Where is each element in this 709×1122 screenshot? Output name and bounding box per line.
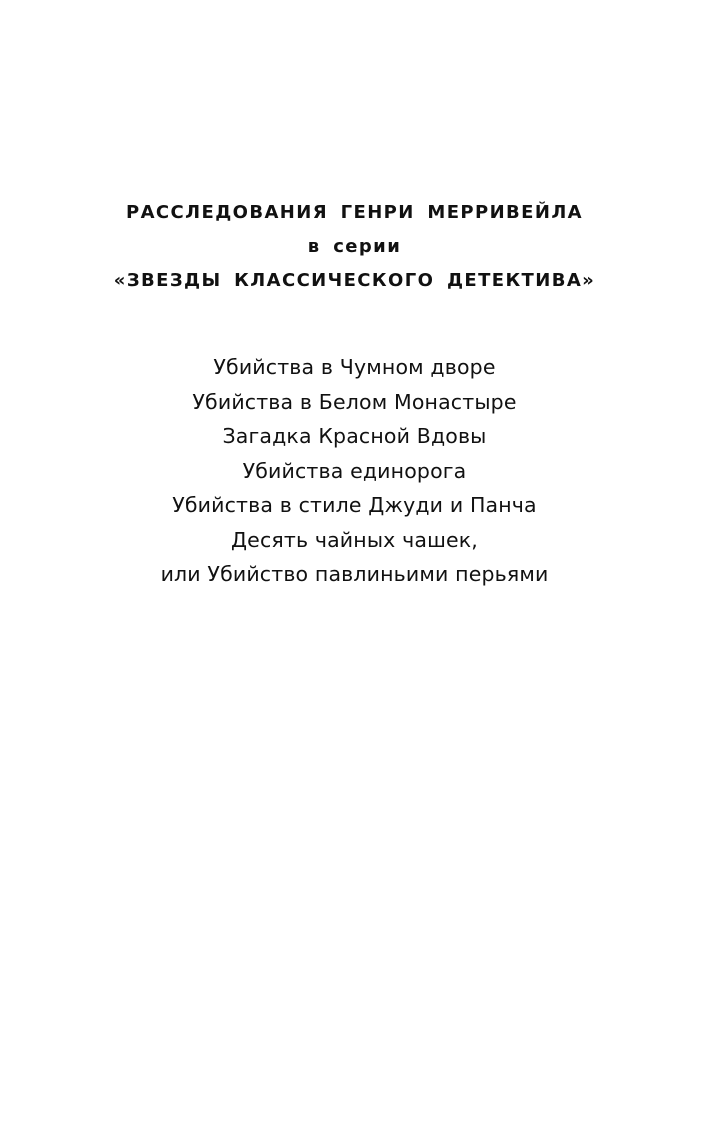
series-title: РАССЛЕДОВАНИЯ ГЕНРИ МЕРРИВЕЙЛА <box>126 202 583 223</box>
book-title-4 <box>0 454 709 489</box>
series-in-label: в серии <box>307 236 402 257</box>
series-name: «ЗВЕЗДЫ КЛАССИЧЕСКОГО ДЕТЕКТИВА» <box>113 270 596 291</box>
book-title-2-text: Убийства в Белом Монастыре <box>192 389 517 414</box>
book-title-6-line-1: Десять чайных чашек, <box>231 527 478 552</box>
book-title-1-text: Убийства в Чумном дворе <box>213 355 496 379</box>
book-title-6-line-2: или Убийство павлиньими перьями <box>160 562 549 586</box>
book-title-4-text: Убийства единорога <box>242 458 467 483</box>
book-title-5-text: Убийства в стиле Джуди и Панча <box>172 493 537 517</box>
book-title-2 <box>0 385 709 420</box>
book-title-1 <box>0 350 709 385</box>
series-header <box>0 196 709 298</box>
book-list <box>0 350 709 592</box>
book-title-3-text: Загадка Красной Вдовы <box>222 424 487 448</box>
book-title-3 <box>0 419 709 454</box>
book-title-6 <box>0 523 709 592</box>
book-title-5 <box>0 488 709 523</box>
